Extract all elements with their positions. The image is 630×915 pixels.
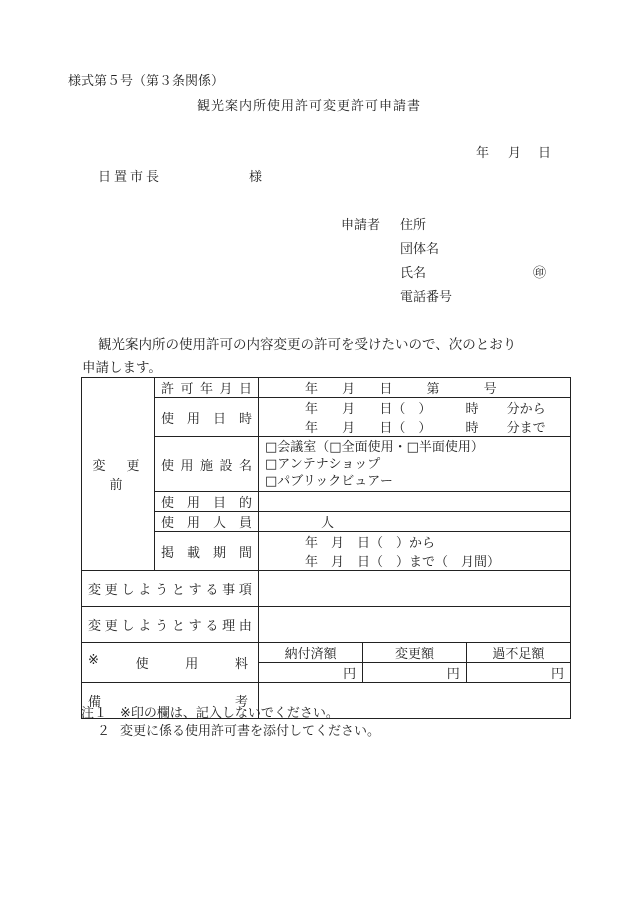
seal-mark: ㊞ xyxy=(533,266,547,281)
facility-label: 使 用 施 設 名 xyxy=(155,437,259,492)
remarks-label: 備 考 xyxy=(82,683,259,719)
applicant-label: 申請者 xyxy=(341,218,381,233)
use-datetime-label: 使 用 日 時 xyxy=(155,398,259,437)
permit-date-field[interactable]: 年 月 日 第 号 xyxy=(259,378,571,398)
intro-line-2: 申請します。 xyxy=(82,360,162,376)
date-year: 年 xyxy=(476,146,490,161)
page-title: 観光案内所使用許可変更許可申請書 xyxy=(197,99,422,114)
note-2-text: 変更に係る使用許可書を添付してください。 xyxy=(120,724,381,739)
people-label: 使 用 人 員 xyxy=(155,512,259,532)
fee-col-difference: 過不足額 xyxy=(466,643,570,663)
form-number: 様式第５号（第３条関係） xyxy=(68,74,225,89)
application-table xyxy=(81,377,571,719)
fee-difference-yen[interactable]: 円 xyxy=(466,663,570,683)
posting-period-label: 掲 載 期 間 xyxy=(155,532,259,571)
fee-grid xyxy=(259,643,570,682)
facility-option-antenna-shop[interactable]: □アンテナショップ xyxy=(265,456,381,472)
fee-paid-yen[interactable]: 円 xyxy=(343,667,357,682)
applicant-name-label: 氏名 xyxy=(400,266,427,281)
permit-date-label: 許 可 年 月 日 xyxy=(155,378,259,398)
honorific: 様 xyxy=(249,170,263,185)
fee-col-changed: 変更額 xyxy=(363,643,467,663)
fee-changed-yen[interactable]: 円 xyxy=(363,663,467,683)
change-reason-field[interactable] xyxy=(259,607,571,643)
facility-option-public-viewer[interactable]: □パブリックビュアー xyxy=(265,473,393,489)
note-1-number: 注１ xyxy=(81,706,108,721)
use-datetime-field[interactable]: 年 月 日（ ） 時 分から 年 月 日（ ） 時 分まで xyxy=(259,398,571,437)
purpose-label: 使 用 目 的 xyxy=(155,492,259,512)
fee-col-paid: 納付済額 xyxy=(259,643,363,663)
note-1-text: ※印の欄は、記入しないでください。 xyxy=(120,706,339,721)
fee-field xyxy=(259,643,571,683)
facility-field xyxy=(259,437,571,492)
applicant-organization-label: 団体名 xyxy=(400,242,440,257)
change-item-field[interactable] xyxy=(259,571,571,607)
addressee: 日置市長 xyxy=(98,170,163,185)
change-item-label: 変 更 し よ う と す る 事 項 xyxy=(82,571,259,607)
posting-period-field[interactable]: 年 月 日（ ）から 年 月 日（ ）まで（ 月間） xyxy=(259,532,571,571)
before-change-label: 変 更 前 xyxy=(82,378,155,571)
applicant-phone-label: 電話番号 xyxy=(400,290,453,305)
date-day: 日 xyxy=(538,146,552,161)
change-reason-label: 変 更 し よ う と す る 理 由 xyxy=(82,607,259,643)
intro-line-1: 観光案内所の使用許可の内容変更の許可を受けたいので、次のとおり xyxy=(98,337,517,353)
fee-label: ※ 使 用 料 xyxy=(82,643,259,683)
applicant-address-label: 住所 xyxy=(400,218,427,233)
date-month: 月 xyxy=(508,146,522,161)
note-2-number: ２ xyxy=(97,724,111,739)
facility-option-meeting-room[interactable]: □会議室（□全面使用・□半面使用） xyxy=(265,439,484,455)
people-field[interactable]: 人 xyxy=(259,512,571,532)
purpose-field[interactable] xyxy=(259,492,571,512)
